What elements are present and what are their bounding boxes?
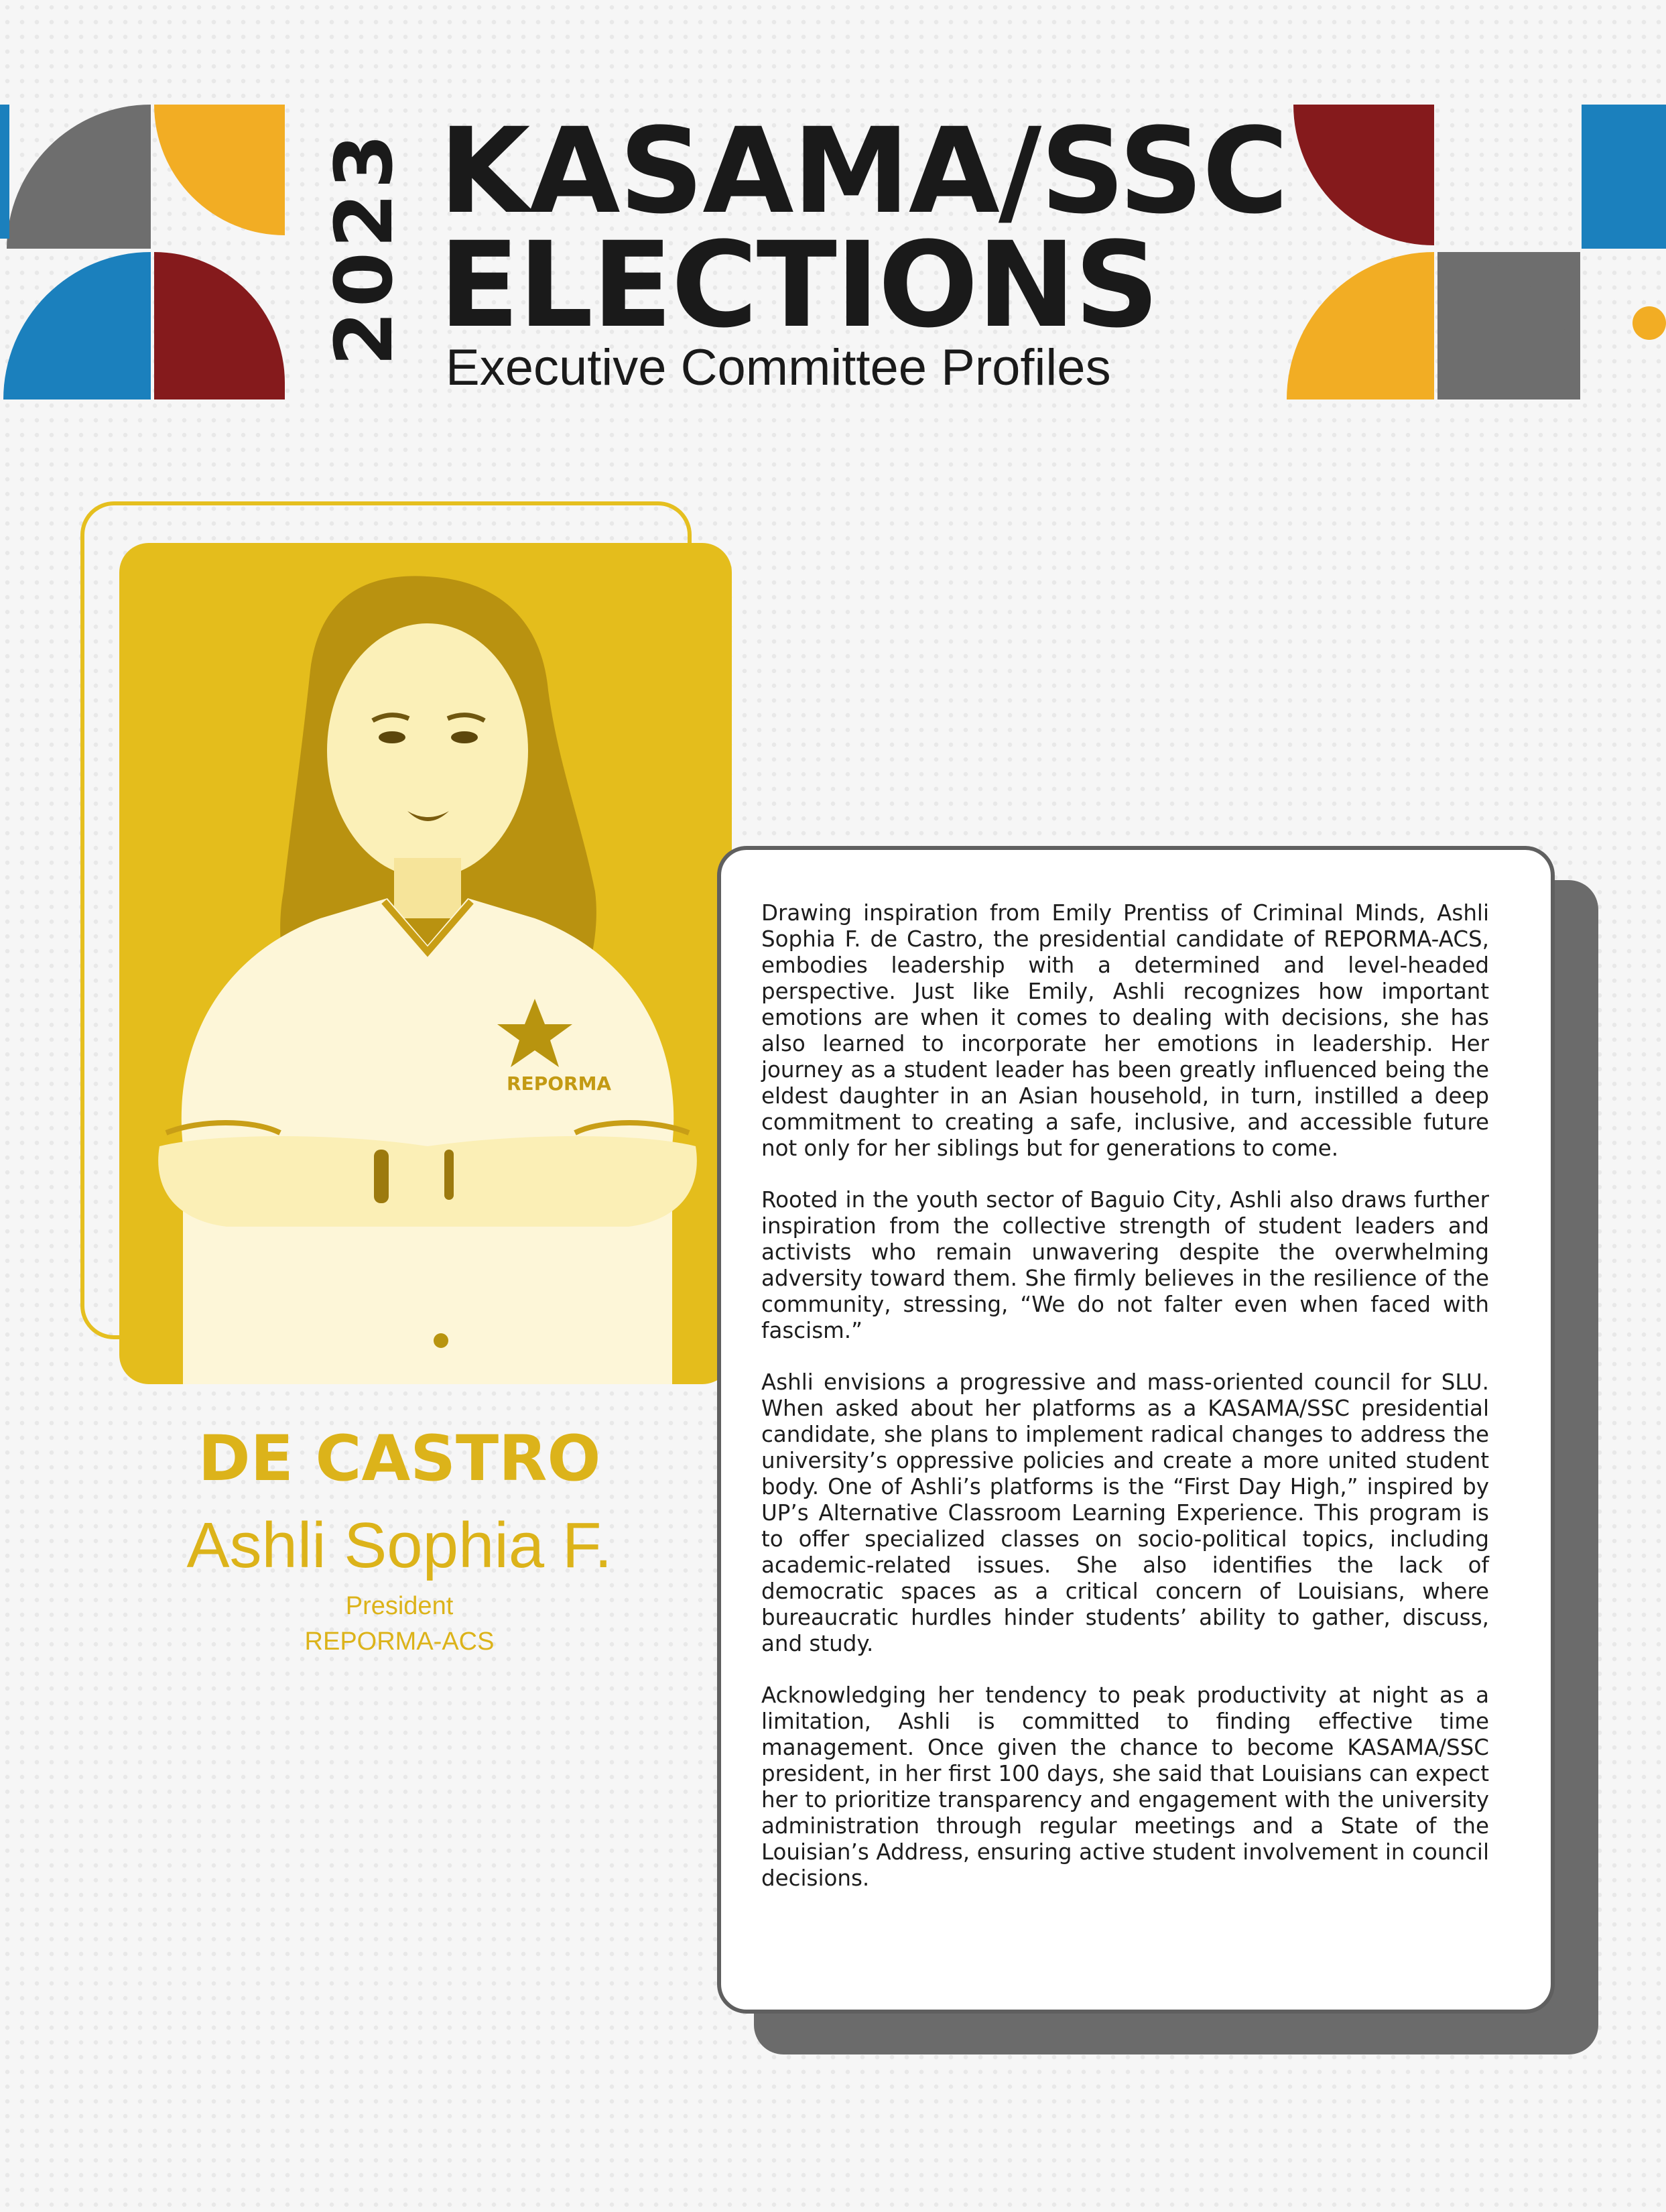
header-decoration-left <box>0 105 288 400</box>
candidate-position: President <box>345 1592 454 1620</box>
candidate-portrait-illustration <box>119 543 732 1384</box>
candidate-party: REPORMA-ACS <box>304 1627 495 1656</box>
shirt-logo-text: REPORMA <box>507 1072 612 1095</box>
bio-paragraph: Rooted in the youth sector of Baguio City, Ashli also draws further inspiration from the collective strength of student leaders and activists who remain unwavering despite the overwhelming adversity toward them. She firmly believes in the resilience of the community, stressing, “We do not falter even when faced with fascism.” <box>761 1187 1489 1343</box>
title-line-2: ELECTIONS <box>439 217 1158 354</box>
title-line-1: KASAMA/SSC <box>439 103 1287 240</box>
page-subtitle: Executive Committee Profiles <box>446 339 1111 396</box>
candidate-given-name: Ashli Sophia F. <box>186 1510 613 1581</box>
bio-paragraph: Ashli envisions a progressive and mass-oriented council for SLU. When asked about her platforms as a KASAMA/SSC presidential candidate, she plans to implement radical changes to address the university’s oppressive policies and create a more united student body. One of Ashli’s platforms is the “First Day High,” inspired by UP’s Alternative Classroom Learning Experience. This program is to offer specialized classes on socio-political topics, including academic-related issues. She also identifies the lack of democratic spaces as a critical concern of Louisians, where bureaucratic hurdles hinder students’ ability to gather, discuss, and study. <box>761 1369 1489 1656</box>
candidate-photo <box>119 543 732 1384</box>
bio-text <box>761 900 1489 1917</box>
election-year: 2023 <box>318 129 411 367</box>
header-decoration-right <box>1285 105 1666 400</box>
bio-paragraph: Drawing inspiration from Emily Prentiss of Criminal Minds, Ashli Sophia F. de Castro, the presidential candidate of REPORMA-ACS, embodies leadership with a determined and level-headed perspective. Just like Emily, Ashli recognizes how important emotions are when it comes to dealing with decisions, she has also learned to incorporate her emotions in leadership. Her journey as a student leader has been greatly influenced being the eldest daughter in an Asian household, in turn, instilled a deep commitment to creating a safe, inclusive, and accessible future not only for her siblings but for generations to come. <box>761 900 1489 1161</box>
candidate-surname: DE CASTRO <box>198 1422 601 1495</box>
bio-paragraph: Acknowledging her tendency to peak productivity at night as a limitation, Ashli is committed to finding effective time management. Once given the chance to become KASAMA/SSC president, in her first 100 days, she said that Louisians can expect her to prioritize transparency and engagement with the university administration through regular meetings and a State of the Louisian’s Address, ensuring active student involvement in council decisions. <box>761 1682 1489 1891</box>
